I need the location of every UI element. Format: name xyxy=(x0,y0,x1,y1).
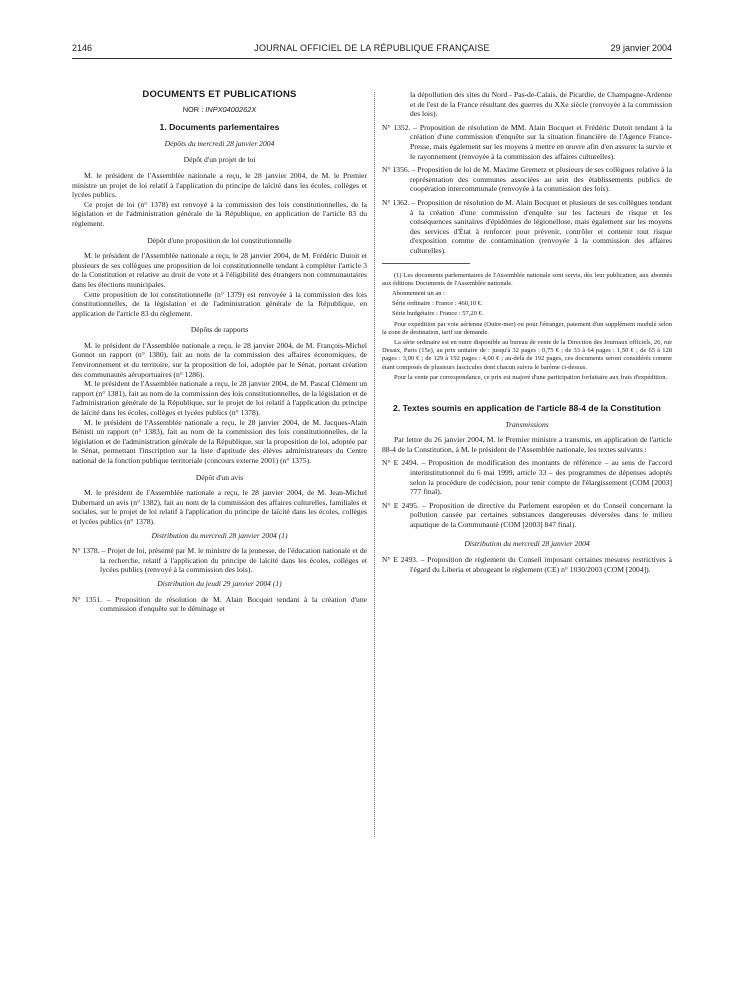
footnote xyxy=(382,272,672,382)
right-column xyxy=(382,90,672,578)
document-entry-continued: la dépollution des sites du Nord - Pas-de-Calais, de Picardie, de Champagne-Ardenne et de l'est de la France résultant des guerres du XXe siècle (renvoyée à la commission des lois). xyxy=(410,90,672,119)
transmissions-heading: Transmissions xyxy=(505,419,549,429)
page-header xyxy=(72,43,672,59)
journal-title: JOURNAL OFFICIEL DE LA RÉPUBLIQUE FRANÇAISE xyxy=(254,43,490,53)
price-ordinary: Série ordinaire : France : 460,10 €. xyxy=(392,300,483,308)
paragraph: M. le président de l'Assemblée nationale a reçu, le 28 janvier 2004, de M. Frédéric Dutoit et plusieurs de ses collègues une proposition de loi constitutionnelle tendant à compléter l'article 3 de la Constitution et relative au droit de vote et à l'éligibilité des étrangers non communautaires dans les élections municipales. xyxy=(72,251,367,289)
depots-date: Dépôts du mercredi 28 janvier 2004 xyxy=(164,138,275,148)
paragraph: M. le président de l'Assemblée nationale a reçu, le 28 janvier 2004, de M. le Premier ministre un projet de loi relatif à l'application du principe de laïcité dans les écoles, collèges et lycées publics. xyxy=(72,170,367,200)
subheading: Dépôt d'un projet de loi xyxy=(183,155,256,165)
section1-title: 1. Documents parlementaires xyxy=(159,122,280,133)
footnote-text: Pour expédition par voie aérienne (Outre-mer) ou pour l'étranger, paiement d'un supplément modulé selon la zone de destination, tarif sur demande. xyxy=(382,320,672,336)
issue-date: 29 janvier 2004 xyxy=(610,43,672,53)
document-entry: N° 1351. – Proposition de résolution de M. Alain Bocquet tendant à la création d'une commission d'enquête sur le déminage et xyxy=(72,594,367,614)
document-entry: N° E 2495. – Proposition de directive du Parlement européen et du Conseil concernant la pollution causée par certaines substances dangereuses déversées dans le milieu aquatique de la Communauté (COM [2003] 847 final). xyxy=(382,500,672,529)
nor-code: INPX0400262X xyxy=(205,104,257,114)
paragraph: Ce projet de loi (n° 1378) est renvoyé à la commission des lois constitutionnelles, de la législation et de l'administration générale de la République, en application de l'article 83 du règlement. xyxy=(72,199,367,228)
distribution-heading: Distribution du mercredi 28 janvier 2004 xyxy=(464,539,590,549)
distribution-heading: Distribution du mercredi 28 janvier 2004 (1) xyxy=(151,530,288,540)
footnote-text: La série ordinaire est en outre disponible au bureau de vente de la Direction des Journaux officiels, 26, rue Desaix, Paris (15e), au prix unitaire de : jusqu'à 32 pages : 0,75 € ; de 33 à 64 pages : 1,50 € ; de 65 à 128 pages : 3,00 € ; de 129 à 192 pages : 4,00 € ; au-delà de 192 pages, ces documents seront considérés comme étant composés de plusieurs fascicules dont chacun suivra le barème ci-dessus. xyxy=(382,338,672,371)
subscription-label: Abonnement un an : xyxy=(392,289,445,297)
paragraph: Cette proposition de loi constitutionnelle (n° 1379) est renvoyée à la commission des lois constitutionnelles, de la législation et de l'administration générale de la République, en application de l'article 83 du règlement. xyxy=(72,289,367,318)
footnote-text: (1) Les documents parlementaires de l'Assemblée nationale sont servis, dès leur publication, aux abonnés aux éditions Documents de l'Assemblée nationale. xyxy=(382,271,672,287)
footnote-text: Pour la vente par correspondance, ce prix est majoré d'une participation forfaitaire aux frais d'expédition. xyxy=(394,373,668,381)
document-entry: N° 1352. – Proposition de résolution de MM. Alain Bocquet et Frédéric Dutoit tendant à la création d'une commission d'enquête sur la situation financière de l'Agence France-Presse, mais également sur les moyens à mettre en œuvre afin d'en assurer la survie et le rayonnement (renvoyée à la commission des affaires culturelles). xyxy=(382,122,672,161)
subheading: Dépôt d'un avis xyxy=(195,472,244,482)
paragraph: M. le président de l'Assemblée nationale a reçu, le 28 janvier 2004, de M. Jacques-Alain Bénisti un rapport (n° 1383), fait au nom de la commission des lois constitutionnelles, de la législation et de l'administration générale de la République, sur la proposition de loi, adoptée par le Sénat, permettant l'inscription sur la liste d'aptitude des élèves administrateurs du Centre national de la fonction publique territoriale (concours externe 2001) (n° 1375). xyxy=(72,417,367,465)
document-entry: N° 1378. – Projet de loi, présenté par M. le ministre de la jeunesse, de l'éducation nationale et de la recherche, relatif à l'application du principe de laïcité dans les écoles, collèges et lycées publics (renvoyé à la commission des lois). xyxy=(72,546,367,575)
paragraph: M. le président de l'Assemblée nationale a reçu, le 28 janvier 2004, de M. Jean-Michel Dubernard un avis (n° 1382), fait au nom de la commission des affaires culturelles, familiales et sociales, sur le projet de loi relatif à l'application du principe de laïcité dans les écoles, collèges et lycées publics (n° 1378). xyxy=(72,488,367,526)
page-number: 2146 xyxy=(72,43,93,53)
document-entry: N° E 2493. – Proposition de règlement du Conseil imposant certaines mesures restrictives à l'égard du Liberia et abrogeant le règlement (CE) n° 1030/2003 (COM [2004]). xyxy=(382,555,672,574)
paragraph: M. le président de l'Assemblée nationale a reçu, le 28 janvier 2004, de M. Pascal Clément un rapport (n° 1381), fait au nom de la commission des lois constitutionnelles, de la législation et de l'administration générale de la République, sur le projet de loi relatif à l'application du principe de laïcité dans les écoles, collèges et lycées publics (n° 1378). xyxy=(72,379,367,418)
distribution-heading: Distribution du jeudi 29 janvier 2004 (1) xyxy=(157,578,282,588)
subheading: Dépôts de rapports xyxy=(190,325,249,335)
price-budget: Série budgétaire : France : 57,20 €. xyxy=(392,310,484,318)
document-entry: N° E 2494. – Proposition de modification des montants de référence – au sens de l'accord interinstitutionnel du 6 mai 1999, article 33 – des programmes de dépenses adoptés selon la procédure de codécision, pour tenir compte de l'élargissement (COM [2003] 777 final). xyxy=(382,458,672,497)
column-divider xyxy=(374,92,375,837)
document-entry: N° 1362. – Proposition de résolution de M. Alain Bocquet et plusieurs de ses collègues tendant à la création d'une commission d'enquête sur les facteurs de risque et les conséquences sanitaires d'épidémies de légionellose, mais également sur les moyens des services d'État à renforcer pour prévenir, contrôler et contenir tout risque d'exposition comme de contamination (renvoyée à la commission des affaires culturelles). xyxy=(382,197,672,255)
nor-reference xyxy=(72,105,367,115)
section2-title: 2. Textes soumis en application de l'article 88-4 de la Constitution xyxy=(393,402,661,413)
subheading: Dépôt d'une proposition de loi constitutionnelle xyxy=(147,235,292,245)
header-rule xyxy=(72,58,672,59)
paragraph: M. le président de l'Assemblée nationale a reçu, le 28 janvier 2004, de M. François-Michel Gonnot un rapport (n° 1380), fait au nom de la commission des affaires économiques, de l'environnement et du territoire, sur la proposition de loi, adoptée par le Sénat, portant création des communautés aéroportuaires (n° 1286). xyxy=(72,340,367,379)
left-column xyxy=(72,90,367,618)
document-entry: N° 1356. – Proposition de loi de M. Maxime Gremetz et plusieurs de ses collègues relative à la représentation des communes associées au sein des établissements publics de coopération intercommunale (renvoyée à la commission des lois). xyxy=(382,165,672,194)
footnote-rule xyxy=(382,263,470,264)
paragraph: Par lettre du 26 janvier 2004, M. le Premier ministre a transmis, en application de l'article 88-4 de la Constitution, à M. le président de l'Assemblée nationale, les textes suivants : xyxy=(382,435,672,454)
section-title: DOCUMENTS ET PUBLICATIONS xyxy=(142,89,297,100)
nor-label: NOR : xyxy=(182,104,204,114)
